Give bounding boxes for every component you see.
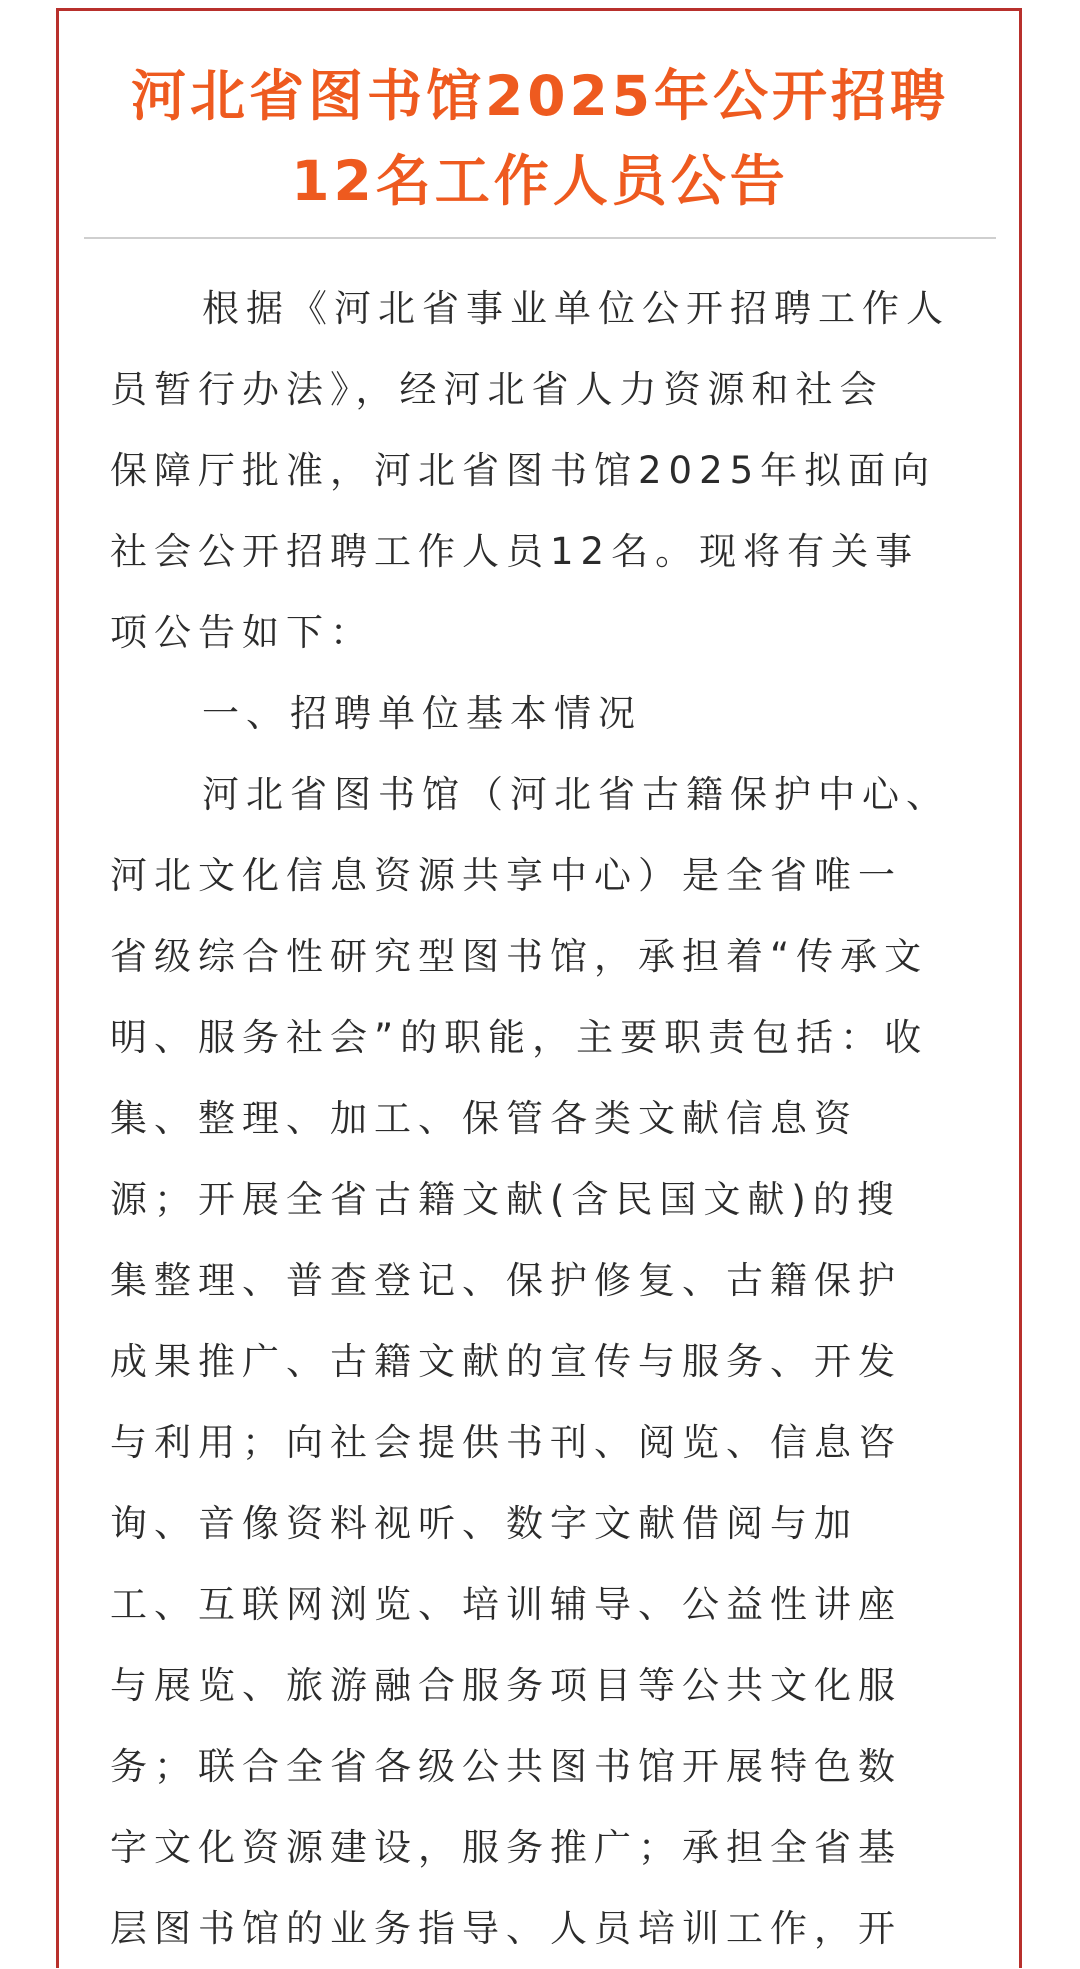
body-line: 工、互联网浏览、培训辅导、公益性讲座 [110, 1583, 902, 1626]
body-line: 省级综合性研究型图书馆，承担着“传承文 [110, 935, 929, 978]
title-line-1: 河北省图书馆2025年公开招聘 [130, 64, 950, 128]
article-title [84, 54, 996, 224]
body-line: 项公告如下： [110, 611, 374, 654]
section-heading: 一、招聘单位基本情况 [202, 692, 642, 735]
title-line-2: 12名工作人员公告 [291, 149, 789, 213]
body-line: 河北省图书馆（河北省古籍保护中心、 [202, 773, 950, 816]
title-divider [84, 237, 996, 239]
body-line: 与利用；向社会提供书刊、阅览、信息咨 [110, 1421, 902, 1464]
body-line: 与展览、旅游融合服务项目等公共文化服 [110, 1664, 902, 1707]
body-line: 成果推广、古籍文献的宣传与服务、开发 [110, 1340, 902, 1383]
body-line: 明、服务社会”的职能，主要职责包括：收 [110, 1016, 929, 1059]
body-line: 根据《河北省事业单位公开招聘工作人 [202, 287, 950, 330]
body-line: 保障厅批准，河北省图书馆2025年拟面向 [110, 449, 937, 492]
body-line: 员暂行办法》，经河北省人力资源和社会 [110, 368, 884, 411]
body-line: 源；开展全省古籍文献(含民国文献)的搜 [110, 1178, 901, 1221]
body-line: 层图书馆的业务指导、人员培训工作，开 [110, 1907, 902, 1950]
body-line: 询、音像资料视听、数字文献借阅与加 [110, 1502, 858, 1545]
body-line: 集、整理、加工、保管各类文献信息资 [110, 1097, 858, 1140]
body-line: 社会公开招聘工作人员12名。现将有关事 [110, 530, 920, 573]
body-line: 集整理、普查登记、保护修复、古籍保护 [110, 1259, 902, 1302]
article-body [110, 268, 990, 1969]
body-line: 务；联合全省各级公共图书馆开展特色数 [110, 1745, 902, 1788]
body-line: 字文化资源建设，服务推广；承担全省基 [110, 1826, 902, 1869]
body-line: 河北文化信息资源共享中心）是全省唯一 [110, 854, 902, 897]
